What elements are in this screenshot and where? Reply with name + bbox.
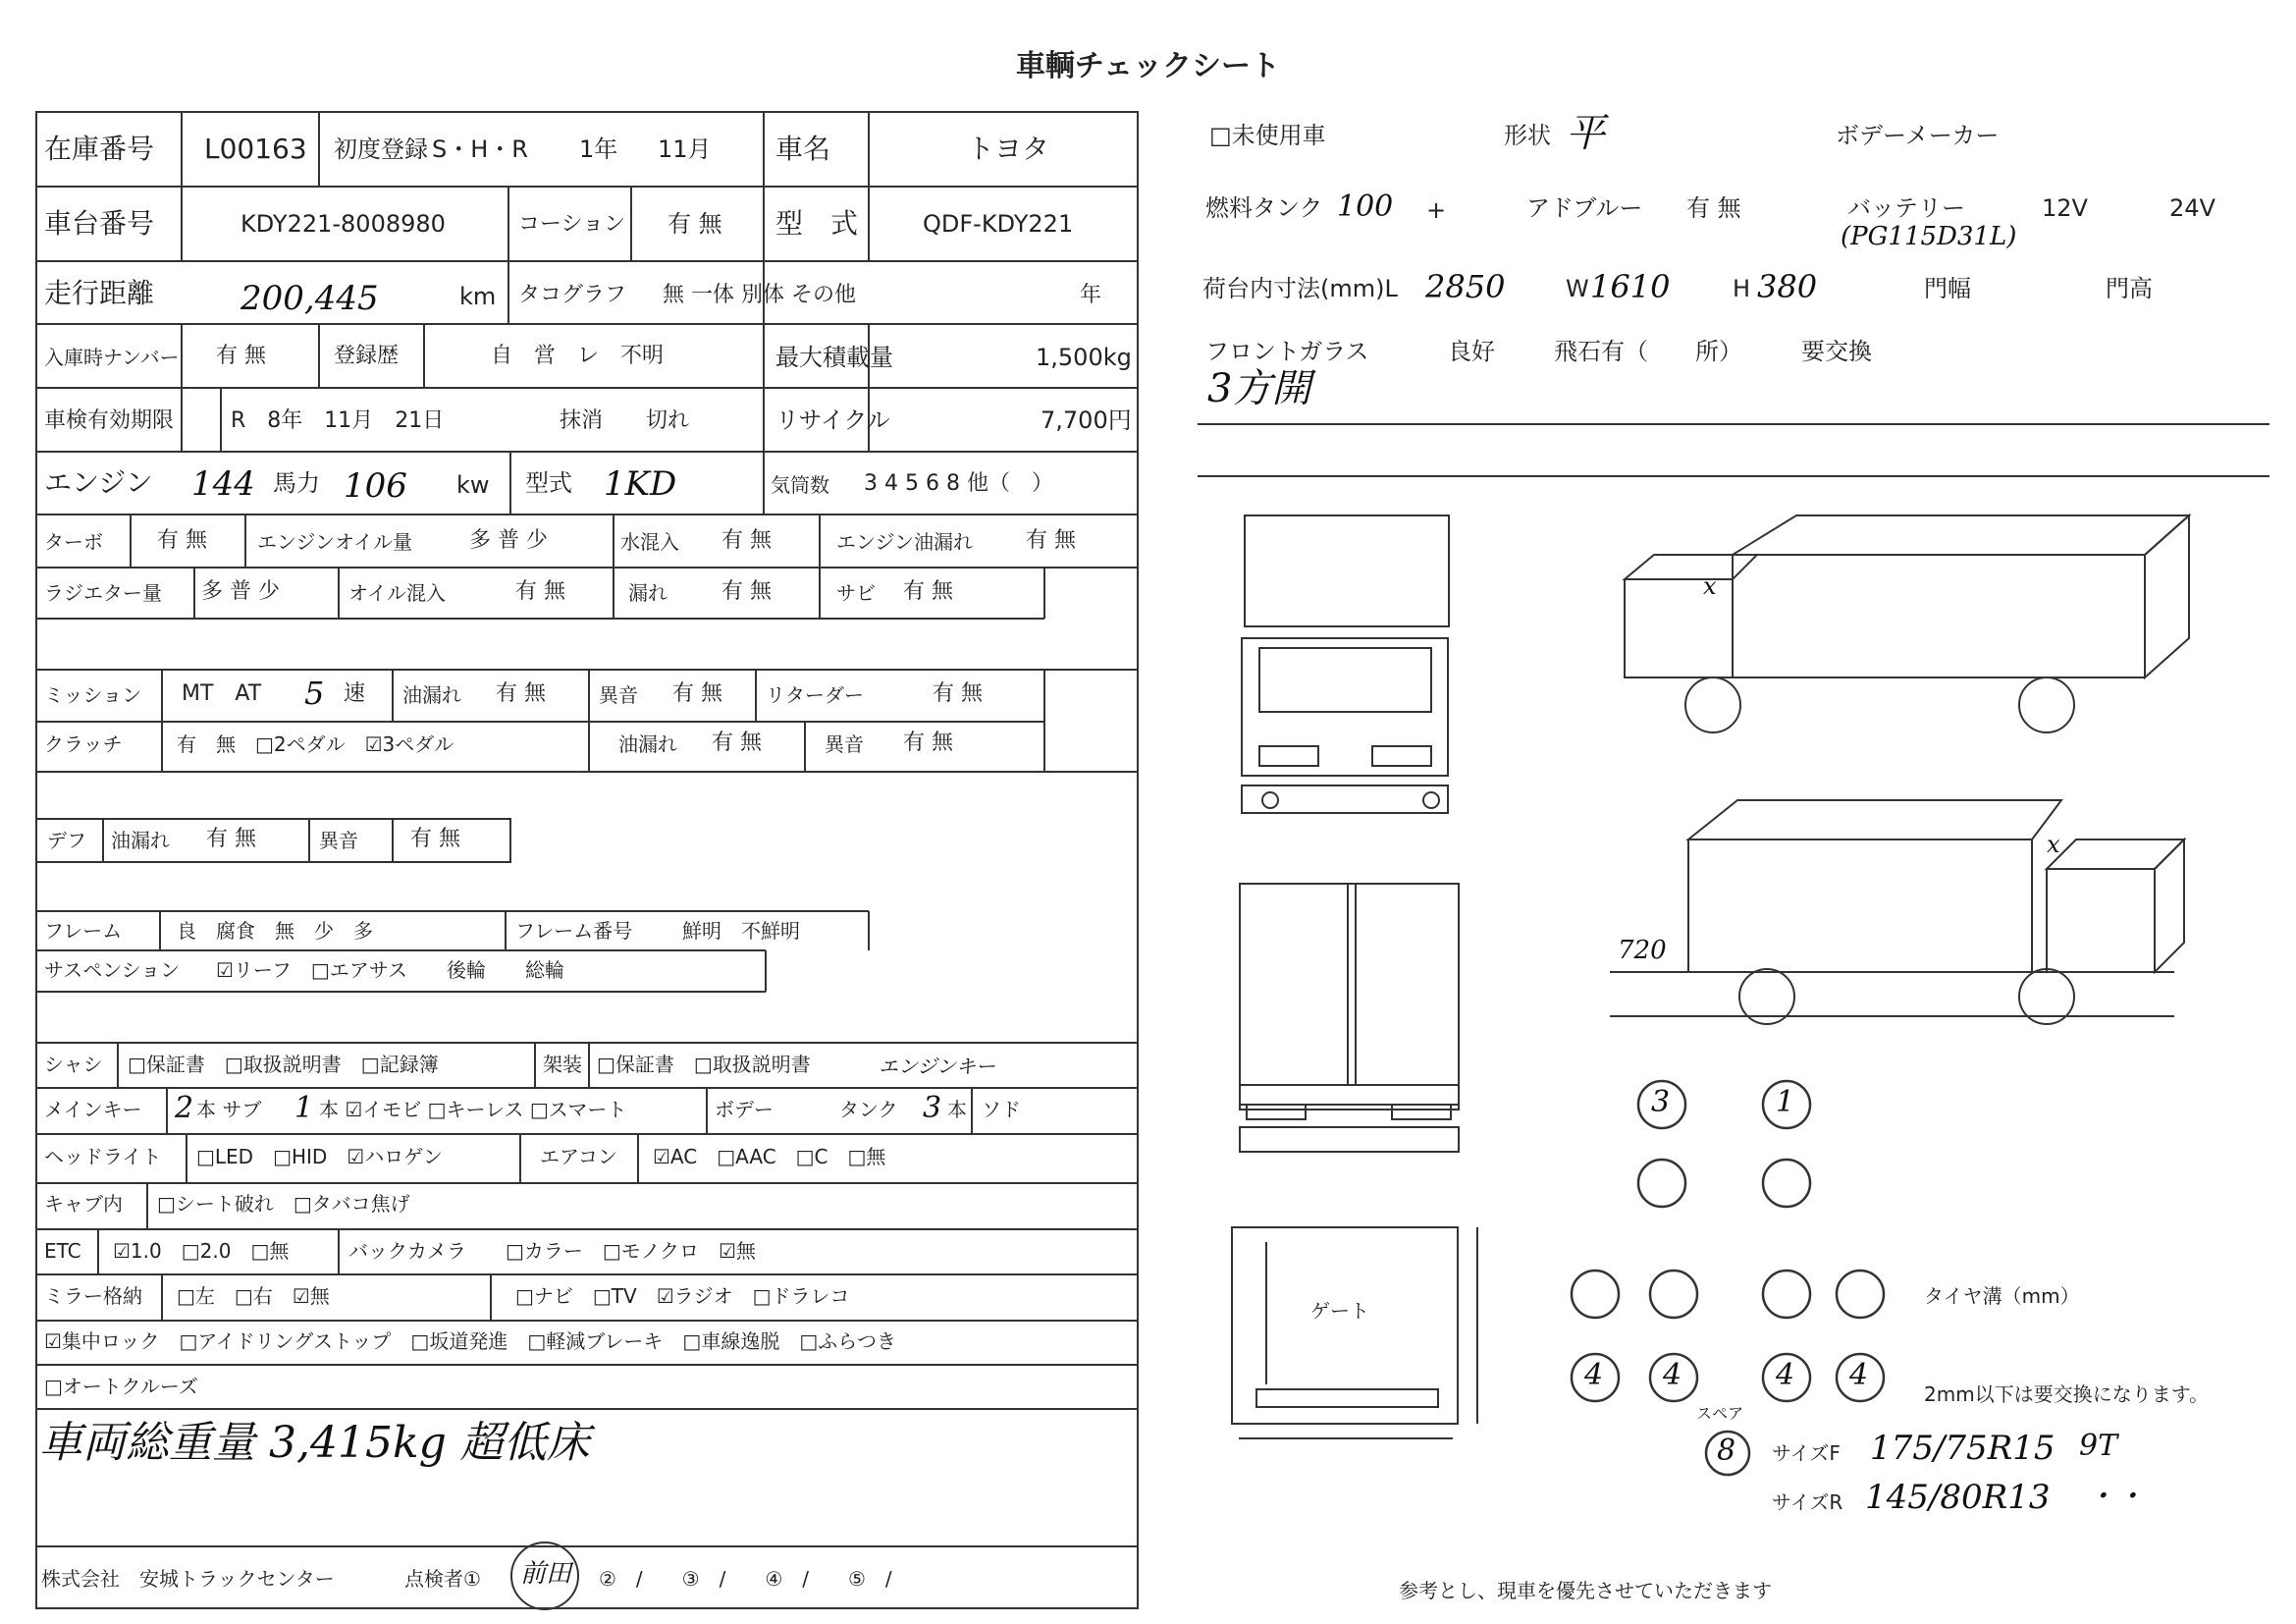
radiator-options: 多 普 少 [201, 579, 280, 604]
mission-leak-options: 有 無 [496, 681, 546, 706]
chassis-docs-options: □保証書 □取扱説明書 □記録簿 [128, 1053, 439, 1076]
coating-label: コーション [518, 212, 626, 237]
tacho-year-label: 年 [1080, 283, 1102, 307]
mileage-label: 走行距離 [44, 277, 155, 309]
spare-label: スペア [1696, 1404, 1744, 1423]
body-docs-label: 架装 [543, 1053, 582, 1076]
fuel-plus: + [1426, 196, 1447, 224]
history-label: 登録歴 [334, 344, 400, 368]
back-camera-label: バックカメラ [348, 1239, 466, 1263]
mission-speeds: 5 [304, 675, 325, 712]
back-camera-options: □カラー □モノクロ ☑無 [506, 1239, 756, 1263]
chassis-docs-label: シャシ [44, 1053, 103, 1076]
frame-number-label: フレーム番号 [515, 919, 633, 943]
navi-options: □ナビ □TV ☑ラジオ □ドラレコ [515, 1284, 850, 1308]
windshield-label: フロントガラス [1205, 338, 1369, 365]
size-rear-note: ・・ [2086, 1480, 2145, 1514]
adblue-label: アドブルー [1526, 194, 1643, 222]
cab-options: □シート破れ □タバコ焦げ [157, 1192, 410, 1216]
era-options: S・H・R [432, 135, 528, 163]
fuel-tank-label: 燃料タンク [1205, 194, 1323, 222]
engine-kw: 106 [344, 466, 407, 506]
key-options: 本 ☑イモビ □キーレス □スマート [319, 1098, 627, 1121]
mission-label: ミッション [44, 683, 142, 707]
tire-number: 4 [1849, 1358, 1869, 1392]
tread-depth-note: 2mm以下は要交換になります。 [1924, 1382, 2210, 1406]
door-height-label: 門高 [2106, 275, 2153, 302]
headlight-options: □LED □HID ☑ハロゲン [196, 1145, 443, 1168]
handwritten-notes: 車両総重量 3,415kg 超低床 [39, 1418, 590, 1468]
size-front-note: 9T [2079, 1429, 2118, 1463]
aircon-options: ☑AC □AAC □C □無 [653, 1145, 886, 1168]
speed-label: 速 [344, 681, 366, 706]
inspection-date: R 8年 11月 21日 [231, 408, 445, 433]
water-options: 有 無 [721, 528, 772, 553]
oil-mix-options: 有 無 [515, 579, 565, 604]
damage-mark-1: x [1703, 572, 1717, 600]
damage-mark-2: x [2047, 831, 2060, 858]
tire-number: 4 [1584, 1358, 1604, 1392]
turbo-label: ターボ [44, 530, 103, 554]
leak-label: 漏れ [628, 581, 667, 605]
diff-leak-label: 油漏れ [111, 829, 170, 852]
engine-key-note: エンジンキー [879, 1055, 995, 1078]
mission-options: MT AT [182, 681, 262, 706]
tire-number: 1 [1776, 1085, 1795, 1119]
suspension-options: ☑リーフ □エアサス 後輪 総輪 [216, 958, 565, 982]
chassis-number: KDY221-8008980 [240, 210, 446, 238]
size-rear: 145/80R13 [1865, 1478, 2051, 1517]
spare-number: 8 [1717, 1434, 1736, 1468]
model-value: QDF-KDY221 [923, 210, 1074, 238]
door-width-label: 門幅 [1924, 275, 1971, 302]
mission-noise-label: 異音 [599, 683, 638, 707]
max-load-label: 最大積載量 [775, 344, 893, 371]
car-name-label: 車名 [775, 133, 831, 165]
cylinders-options: 3 4 5 6 8 他（ ） [864, 471, 1053, 496]
water-label: 水混入 [620, 530, 679, 554]
handwritten-open-sides: 3方開 [1207, 366, 1311, 411]
frame-number-options: 鮮明 不鮮明 [682, 919, 800, 943]
diff-label: デフ [47, 829, 86, 852]
mirror-options: □左 □右 ☑無 [177, 1284, 330, 1308]
fuel-tank-value: 100 [1337, 189, 1394, 224]
suspension-label: サスペンション [44, 958, 181, 982]
tacho-options: 無 一体 別体 その他 [663, 283, 856, 307]
side-key-label: ソド [982, 1098, 1021, 1121]
cylinders-label: 気筒数 [771, 473, 829, 497]
mission-leak-label: 油漏れ [402, 683, 461, 707]
oil-mix-label: オイル混入 [348, 581, 446, 605]
mileage-unit: km [459, 283, 497, 310]
tread-depth-label: タイヤ溝（mm） [1924, 1284, 2080, 1308]
coating-options: 有 無 [667, 210, 722, 238]
clutch-noise-options: 有 無 [903, 731, 953, 755]
engine-leak-options: 有 無 [1026, 528, 1076, 553]
company-name: 株式会社 安城トラックセンター [41, 1567, 335, 1591]
cab-label: キャブ内 [44, 1192, 123, 1216]
windshield-replace: 要交換 [1801, 338, 1872, 365]
battery-label: バッテリー [1847, 194, 1965, 222]
main-key-label: メインキー [44, 1098, 142, 1121]
aircon-label: エアコン [540, 1145, 617, 1168]
reg-year: 1年 [579, 135, 618, 163]
equipment-options: ☑集中ロック □アイドリングストップ □坂道発進 □軽減ブレーキ □車線逸脱 □ふらつき [44, 1329, 897, 1353]
frame-options: 良 腐食 無 少 多 [177, 919, 373, 943]
stock-number: L00163 [204, 133, 307, 165]
size-front-label: サイズF [1772, 1441, 1841, 1465]
battery-12v: 12V [2042, 194, 2088, 222]
adblue-options: 有 無 [1686, 194, 1741, 222]
leak-options: 有 無 [721, 579, 772, 604]
hp-label: 馬力 [273, 469, 320, 497]
clutch-leak-label: 油漏れ [618, 732, 677, 756]
rust-options: 有 無 [903, 579, 953, 604]
retarder-options: 有 無 [933, 681, 983, 706]
headlight-label: ヘッドライト [44, 1145, 162, 1168]
engine-leak-label: エンジン油漏れ [836, 530, 973, 554]
frame-label: フレーム [44, 919, 123, 943]
shape-value: 平 [1566, 111, 1605, 156]
clutch-options: 有 無 □2ペダル ☑3ペダル [177, 732, 454, 756]
oil-qty-options: 多 普 少 [469, 528, 548, 553]
windshield-chips: 飛石有（ 所） [1554, 338, 1742, 365]
bed-size-label: 荷台内寸法(mm)L [1202, 275, 1398, 302]
tacho-label: タコグラフ [518, 283, 627, 307]
gate-label: ゲート [1310, 1299, 1369, 1323]
shape-label: 形状 [1504, 122, 1551, 149]
stock-label: 在庫番号 [44, 133, 155, 165]
size-rear-label: サイズR [1772, 1490, 1843, 1514]
tank-key-count: 3 [923, 1091, 942, 1125]
unused-vehicle-checkbox: □未使用車 [1209, 122, 1326, 149]
clutch-noise-label: 異音 [825, 732, 864, 756]
oil-qty-label: エンジンオイル量 [257, 530, 412, 554]
turbo-options: 有 無 [157, 528, 207, 553]
body-maker-label: ボデーメーカー [1836, 122, 2000, 149]
model-label: 型 式 [775, 207, 859, 240]
kw-unit: kw [456, 471, 490, 499]
history-options: 自 営 レ 不明 [491, 344, 665, 368]
etc-options: ☑1.0 □2.0 □無 [113, 1239, 290, 1263]
checker-slots: ② / ③ / ④ / ⑤ / [599, 1567, 892, 1591]
battery-code: (PG115D31L) [1841, 222, 2017, 251]
body-docs-options: □保証書 □取扱説明書 [597, 1053, 811, 1076]
recycle-label: リサイクル [775, 406, 890, 434]
engine-type-label: 型式 [525, 469, 572, 497]
plate-options: 有 無 [216, 344, 266, 368]
clutch-label: クラッチ [44, 732, 123, 756]
mission-noise-options: 有 無 [672, 681, 722, 706]
tire-number: 3 [1651, 1085, 1671, 1119]
tire-number: 4 [1663, 1358, 1682, 1392]
checker-label: 点検者① [404, 1567, 481, 1591]
floor-height-note: 720 [1618, 936, 1667, 965]
bed-width-label: W [1566, 275, 1589, 302]
bed-width: 1610 [1590, 268, 1671, 305]
checker-name: 前田 [520, 1559, 572, 1589]
main-key-count: 2 [175, 1091, 194, 1125]
bed-height: 380 [1757, 268, 1818, 305]
tire-number: 4 [1776, 1358, 1795, 1392]
chassis-label: 車台番号 [44, 207, 155, 240]
recycle-value: 7,700円 [1041, 406, 1132, 434]
clutch-leak-options: 有 無 [712, 731, 762, 755]
etc-label: ETC [44, 1239, 81, 1263]
first-reg-label: 初度登録 [334, 135, 428, 163]
body-key-label: ボデー [715, 1098, 774, 1121]
plate-label: 入庫時ナンバー [44, 346, 180, 369]
max-load-value: 1,500kg [1036, 344, 1132, 371]
engine-hp: 144 [191, 464, 255, 504]
windshield-good: 良好 [1448, 338, 1495, 365]
car-name: トヨタ [967, 133, 1050, 165]
battery-24v: 24V [2169, 194, 2216, 222]
bed-height-label: H [1733, 275, 1751, 302]
retarder-label: リターダー [766, 683, 864, 707]
rust-label: サビ [836, 581, 876, 605]
engine-type: 1KD [604, 464, 677, 504]
sub-key-count: 1 [294, 1091, 314, 1125]
mirror-label: ミラー格納 [44, 1284, 142, 1308]
diff-noise-label: 異音 [319, 829, 358, 852]
bed-length: 2850 [1425, 268, 1506, 305]
size-front: 175/75R15 [1870, 1429, 2056, 1468]
diff-leak-options: 有 無 [206, 827, 256, 851]
tank-key-unit: 本 [947, 1098, 967, 1121]
tank-key-label: タンク [839, 1098, 898, 1121]
inspection-label: 車検有効期限 [44, 408, 175, 433]
cruise-options: □オートクルーズ [44, 1375, 198, 1398]
reference-note: 参考とし、現車を優先させていただきます [1399, 1579, 1772, 1602]
engine-label: エンジン [44, 466, 153, 499]
sub-key-label: 本 サブ [196, 1098, 262, 1121]
reg-month: 11月 [658, 135, 712, 163]
inspection-options: 抹消 切れ [560, 408, 690, 433]
diff-noise-options: 有 無 [410, 827, 460, 851]
sheet-title: 車輌チェックシート [1015, 49, 1281, 83]
mileage-value: 200,445 [240, 279, 379, 318]
radiator-label: ラジエター量 [44, 581, 162, 605]
